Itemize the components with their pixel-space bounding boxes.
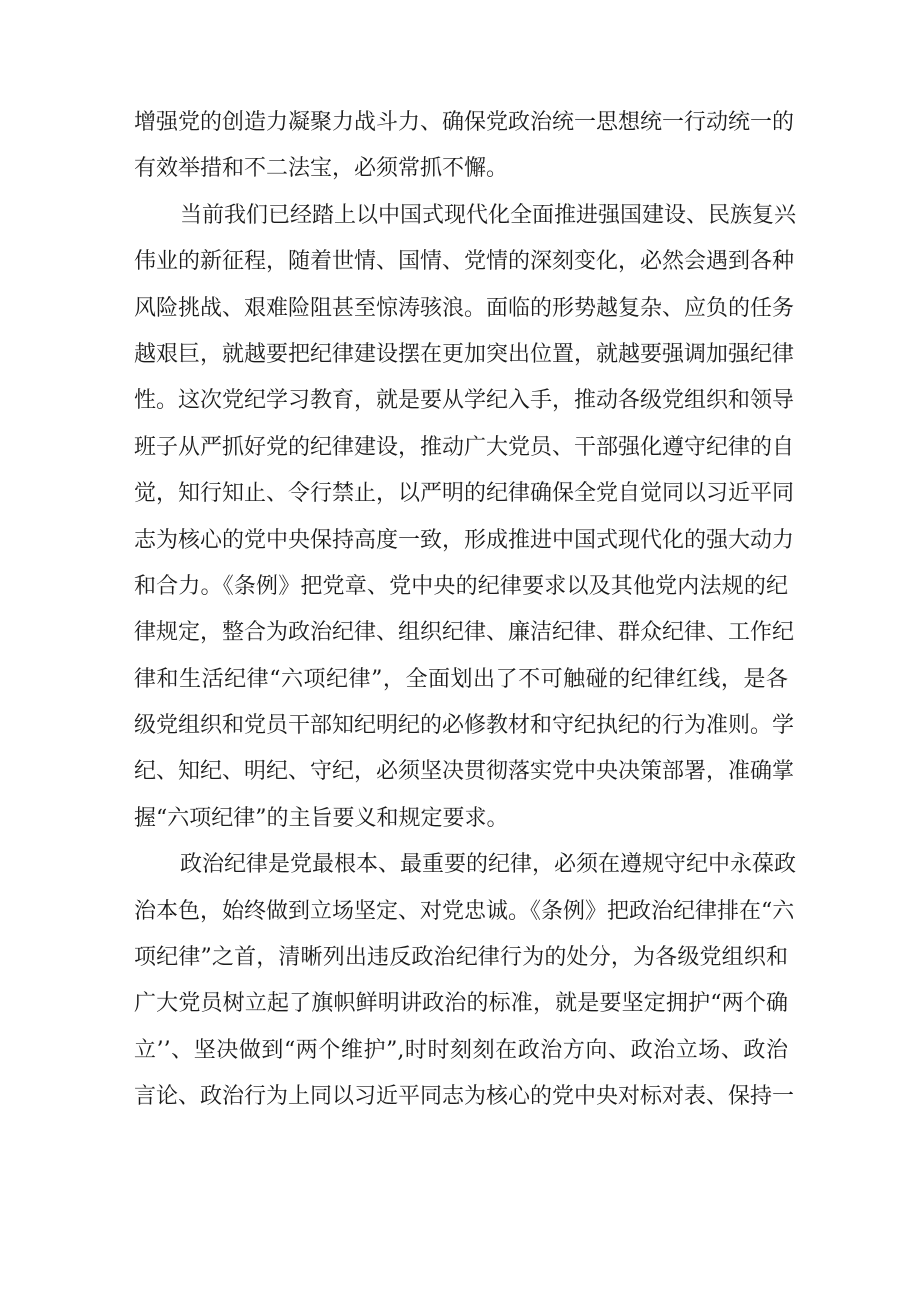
paragraph-line: 级党组织和党员干部知纪明纪的必修教材和守纪执纪的行为准则。学 — [134, 713, 795, 739]
document-body — [134, 100, 797, 1121]
paragraph-line: 政治纪律是党最根本、最重要的纪律，必须在遵规守纪中永葆政 — [180, 852, 797, 878]
paragraph-line: 律和生活纪律“六项纪律”，全面划出了不可触碰的纪律红线，是各 — [134, 666, 788, 692]
paragraph-line: 治本色，始终做到立场坚定、对党忠诚。《条例》把政治纪律排在“六 — [134, 898, 795, 924]
paragraph-line: 纪、知纪、明纪、守纪，必须坚决贯彻落实党中央决策部署，准确掌 — [134, 759, 795, 785]
paragraph-line: 言论、政治行为上同以习近平同志为核心的党中央对标对表、保持一 — [134, 1084, 795, 1110]
paragraph-line: 项纪律”之首，清晰列出违反政治纪律行为的处分，为各级党组织和 — [134, 945, 788, 971]
paragraph-1 — [134, 100, 795, 193]
paragraph-line: 当前我们已经踏上以中国式现代化全面推进强国建设、民族复兴 — [180, 202, 797, 228]
paragraph-line: 立’’、坚决做到“两个维护”,时时刻刻在政治方向、政治立场、政治 — [134, 1037, 788, 1063]
paragraph-line: 有效举措和不二法宝，必须常抓不懈。 — [134, 156, 509, 182]
paragraph-line: 性。这次党纪学习教育，就是要从学纪入手，推动各级党组织和领导 — [134, 388, 795, 414]
paragraph-line: 班子从严抓好党的纪律建设，推动广大党员、干部强化遵守纪律的自 — [134, 434, 795, 460]
paragraph-line: 增强党的创造力凝聚力战斗力、确保党政治统一思想统一行动统一的 — [134, 110, 795, 135]
paragraph-line: 律规定，整合为政治纪律、组织纪律、廉洁纪律、群众纪律、工作纪 — [134, 620, 795, 646]
paragraph-line: 觉，知行知止、令行禁止，以严明的纪律确保全党自觉同以习近平同 — [134, 481, 795, 507]
paragraph-line: 风险挑战、艰难险阻甚至惊涛骇浪。面临的形势越复杂、应负的任务 — [134, 295, 795, 321]
paragraph-line: 伟业的新征程，随着世情、国情、党情的深刻变化，必然会遇到各种 — [134, 249, 795, 275]
paragraph-line: 越艰巨，就越要把纪律建设摆在更加突出位置，就越要强调加强纪律 — [134, 341, 795, 367]
paragraph-2 — [134, 193, 797, 842]
paragraph-line: 广大党员树立起了旗帜鲜明讲政治的标准，就是要坚定拥护“两个确 — [134, 991, 788, 1017]
paragraph-3 — [134, 842, 797, 1120]
paragraph-line: 志为核心的党中央保持高度一致，形成推进中国式现代化的强大动力 — [134, 527, 795, 553]
paragraph-line: 和合力。《条例》把党章、党中央的纪律要求以及其他党内法规的纪 — [134, 573, 788, 599]
paragraph-line: 握“六项纪律”的主旨要义和规定要求。 — [134, 805, 509, 831]
